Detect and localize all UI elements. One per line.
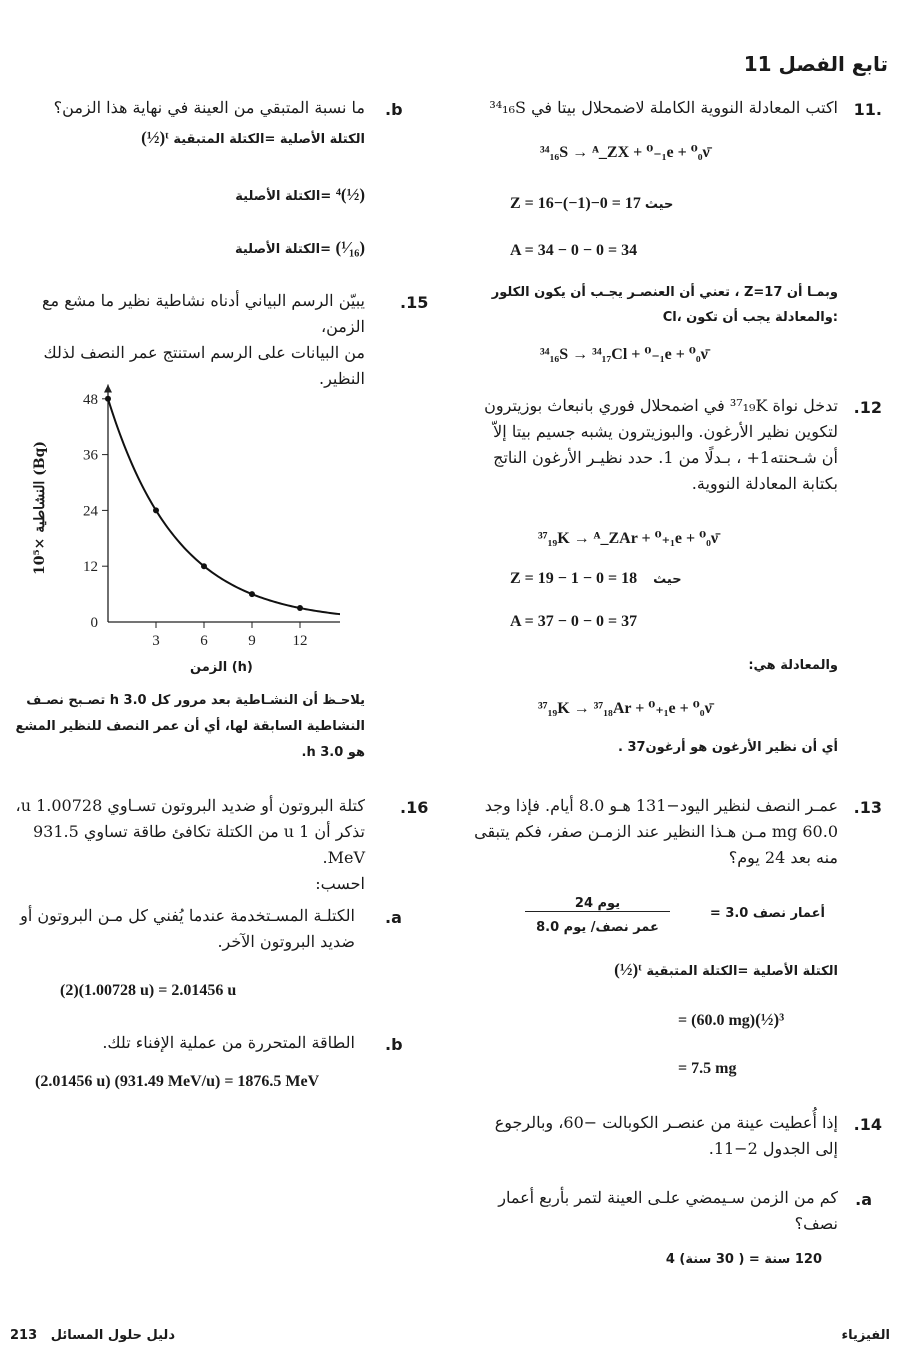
q11-equation-z: Z = 16−(−1)−0 = 17 حيث bbox=[510, 195, 674, 212]
q13-result: = 7.5 mg bbox=[678, 1060, 737, 1077]
q11-equation-a: A = 34 − 0 − 0 = 34 bbox=[510, 242, 638, 259]
q15-answer-line: يلاحـظ أن النشـاطية بعد مرور كل 3.0 h تصـبح نصـف bbox=[26, 693, 365, 708]
q14-a-line: نصف؟ bbox=[794, 1214, 838, 1233]
q15-answer bbox=[0, 688, 365, 766]
q14-a-answer: 120 سنة = ( 30 سنة) 4 bbox=[665, 1252, 822, 1267]
footer-book-title: دليل حلول المسائل bbox=[50, 1328, 175, 1343]
q12-text bbox=[438, 393, 838, 497]
q12-line: بكتابة المعادلة النووية. bbox=[691, 474, 838, 493]
question-number-12: .12 bbox=[853, 398, 882, 417]
q14-b-text: ما نسبة المتبقي من العينة في نهاية هذا الزمن؟ bbox=[53, 98, 365, 117]
q12-answer: أي أن نظير الأرغون هو أرغون37 . bbox=[617, 740, 838, 755]
q16-line: احسب: bbox=[315, 874, 365, 893]
q14-a-line: كم من الزمن سـيمضي علـى العينة لتمر بأربع أعمار bbox=[498, 1188, 838, 1207]
decay-curve bbox=[108, 399, 340, 615]
q12-equation-1: ³⁷₁₉K → ᴬ_ZAr + ⁰₊₁e + ⁰₀ν̄ bbox=[538, 530, 719, 547]
q12-line: أن شـحنته1+ ، بـدلًا من 1. حدد نظيـر الأرغون الناتج bbox=[493, 448, 838, 467]
q13-line: منه بعد 24 يوم؟ bbox=[728, 848, 838, 867]
question-number-14: .14 bbox=[853, 1115, 882, 1134]
q16-line: تذكر أن 1 u من الكتلة تكافئ طاقة تساوي 931.5 MeV. bbox=[32, 822, 365, 867]
data-point bbox=[105, 396, 111, 402]
q12-line: تدخل نواة ³⁷₁₉K في اضمحلال فوري بانبعاث بوزيترون bbox=[484, 396, 838, 415]
q14-b-equation-2: (½)⁴ =الكتلة الأصلية bbox=[235, 185, 365, 204]
q12-line: لتكوين نظير الأرغون. والبوزيترون يشبه جسيم بيتا إلاّ bbox=[493, 422, 838, 441]
y-tick-label: 24 bbox=[83, 503, 98, 520]
q14-b-label: .b bbox=[385, 100, 403, 119]
q16-text bbox=[0, 793, 365, 897]
question-number-16: .16 bbox=[400, 798, 429, 817]
q15-line: من البيانات على الرسم استنتج عمر النصف لذلك النظير. bbox=[43, 343, 365, 388]
question-number-11: 11. bbox=[853, 100, 882, 119]
q14-line: إذا أُعطيت عينة من عنصـر الكوبالت −60، وبالرجوع bbox=[494, 1113, 838, 1132]
data-point bbox=[153, 507, 159, 513]
q15-line: يبيّن الرسم البياني أدناه نشاطية نظير ما مشع مع الزمن، bbox=[42, 291, 365, 336]
q14-b-equation-1: (½)ᵗ الكتلة الأصلية =الكتلة المتبقية bbox=[141, 128, 365, 147]
data-point bbox=[249, 591, 255, 597]
activity-chart bbox=[50, 365, 340, 670]
q13-line: عمـر النصف لنظير اليود−131 هـو 8.0 أيام. فإذا وجد bbox=[484, 796, 838, 815]
q14-text bbox=[438, 1110, 838, 1162]
q16-a-answer: (2)(1.00728 u) = 2.01456 u bbox=[60, 982, 237, 999]
q12-equation-z: Z = 19 − 1 − 0 = 18 حيث bbox=[510, 570, 682, 587]
x-tick-label: 9 bbox=[248, 633, 256, 649]
q14-b-equation-3: (¹⁄₁₆) =الكتلة الأصلية bbox=[234, 238, 365, 257]
y-tick-label: 36 bbox=[83, 447, 98, 464]
chart-y-axis-label: النشاطية ×10⁵ (Bq) bbox=[32, 441, 48, 575]
q14-line: إلى الجدول 2−11. bbox=[708, 1139, 838, 1158]
q13-text bbox=[438, 793, 838, 871]
q11-equation-1: ³⁴₁₆S → ᴬ_ZX + ⁰₋₁e + ⁰₀ν̄ bbox=[540, 144, 710, 161]
q13-remaining-equation: (½)ᵗ الكتلة الأصلية =الكتلة المتبقية bbox=[614, 960, 838, 979]
q13-half-lives-equation: أعمار نصف 3.0 = يوم 24 عمر نصف/ يوم 8.0 bbox=[525, 896, 825, 944]
q13-line: 60.0 mg مـن هـذا النظير عند الزمـن صفر، فكم يتبقى bbox=[474, 822, 838, 841]
q16-b-answer: (2.01456 u) (931.49 MeV/u) = 1876.5 MeV bbox=[35, 1073, 320, 1090]
q13-equation-mass: = (60.0 mg)(½)³ bbox=[678, 1010, 785, 1029]
q15-answer-line: النشاطية السابقة لها، أي أن عمر النصف للنظير المشع bbox=[15, 719, 365, 734]
q11-note-line-1: وبمـا أن Z=17 ، تعني أن العنصـر يجـب أن يكون الكلور bbox=[491, 285, 838, 300]
chapter-heading: تابع الفصل 11 bbox=[743, 52, 888, 76]
chart-x-axis-label: الزمن (h) bbox=[190, 660, 253, 675]
q16-a-label: .a bbox=[385, 908, 402, 927]
q12-equation-a: A = 37 − 0 − 0 = 37 bbox=[510, 613, 638, 630]
y-tick-label: 48 bbox=[83, 391, 98, 408]
footer-book bbox=[10, 1328, 175, 1343]
q11-note-line-2: Cl، والمعادلة يجب أن تكون: bbox=[662, 310, 838, 325]
q12-equation-final: ³⁷₁₉K → ³⁷₁₈Ar + ⁰₊₁e + ⁰₀ν̄ bbox=[538, 700, 712, 717]
y-axis-arrow bbox=[104, 385, 112, 393]
footer-subject: الفيزياء bbox=[841, 1328, 890, 1343]
q16-a-line: ضديد البروتون الآخر. bbox=[217, 932, 355, 951]
q11-equation-final: ³⁴₁₆S → ³⁴₁₇Cl + ⁰₋₁e + ⁰₀ν̄ bbox=[540, 346, 708, 363]
x-tick-label: 3 bbox=[152, 633, 160, 649]
q16-a-line: الكتلـة المسـتخدمة عندما يُفني كل مـن البروتون أو bbox=[20, 906, 355, 925]
question-number-15: .15 bbox=[400, 293, 429, 312]
q16-a-text bbox=[0, 903, 355, 955]
x-tick-label: 6 bbox=[200, 633, 208, 649]
y-tick-label: 12 bbox=[83, 559, 98, 576]
x-tick-label: 12 bbox=[292, 633, 308, 649]
q11-text: اكتب المعادلة النووية الكاملة لاضمحلال بيتا في ³⁴₁₆S bbox=[489, 98, 838, 117]
q14-a-text bbox=[438, 1185, 838, 1237]
footer-page-number: 213 bbox=[10, 1328, 38, 1343]
data-point bbox=[201, 563, 207, 569]
data-point bbox=[297, 605, 303, 611]
q16-b-text: الطاقة المتحررة من عملية الإفناء تلك. bbox=[102, 1033, 355, 1052]
q16-line: كتلة البروتون أو ضديد البروتون تسـاوي 1.00728 u، bbox=[15, 796, 365, 815]
q16-b-label: .b bbox=[385, 1035, 403, 1054]
q14-a-label: .a bbox=[855, 1190, 872, 1209]
q15-answer-line: هو 3.0 h. bbox=[301, 745, 365, 760]
q12-label: والمعادلة هي: bbox=[748, 658, 838, 673]
y-tick-label: 0 bbox=[90, 615, 98, 631]
question-number-13: .13 bbox=[853, 798, 882, 817]
